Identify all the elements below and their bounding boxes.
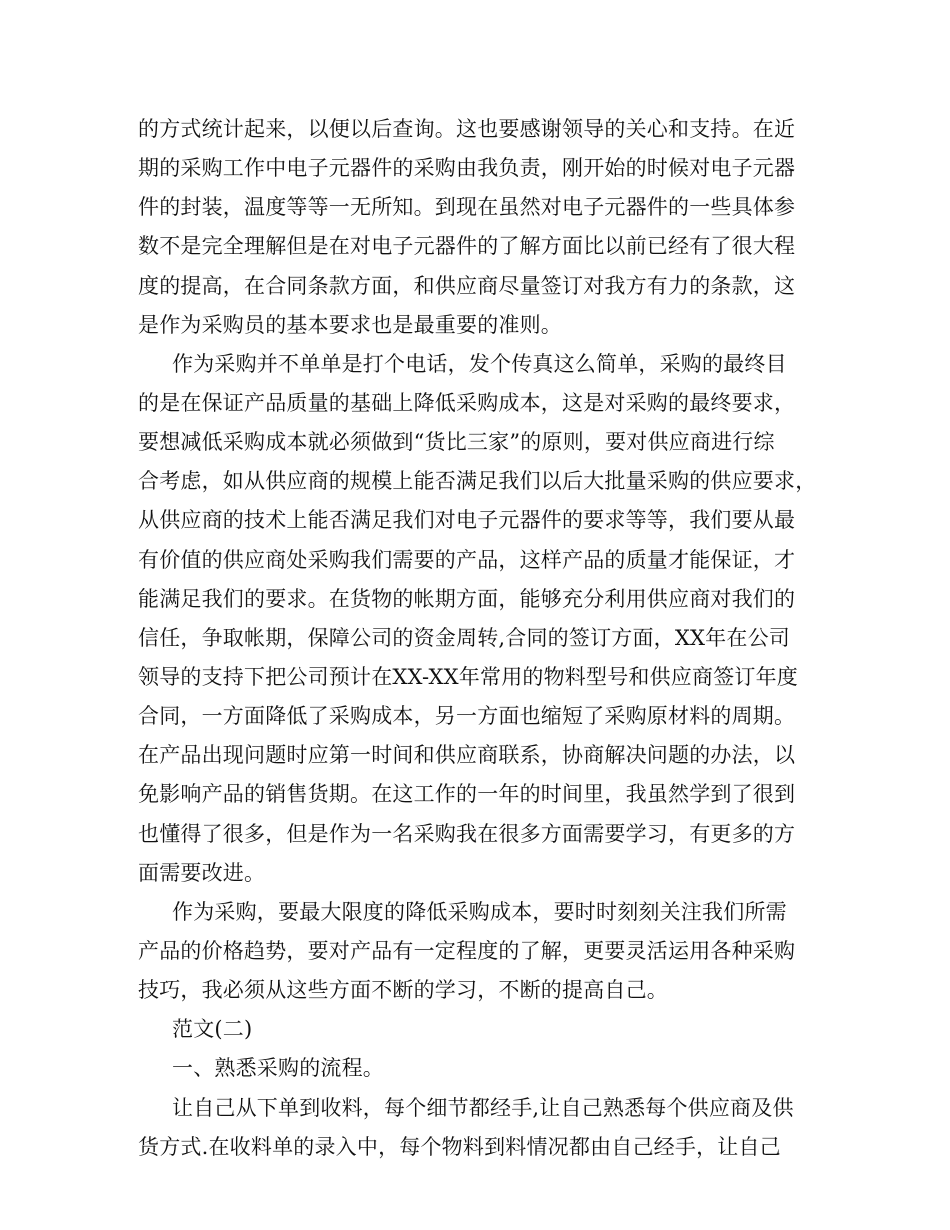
text-line: 从供应商的技术上能否满足我们对电子元器件的要求等等，我们要从最 [138, 508, 796, 533]
text-line: 面需要改进。 [138, 860, 266, 885]
text-line: 有价值的供应商处采购我们需要的产品，这样产品的质量才能保证，才 [138, 547, 796, 572]
text-line: 一、熟悉采购的流程。 [172, 1056, 384, 1081]
text-line: 也懂得了很多，但是作为一名采购我在很多方面需要学习，有更多的方 [138, 821, 796, 846]
text-line: 在产品出现问题时应第一时间和供应商联系，协商解决问题的办法，以 [138, 743, 796, 768]
text-line: 领导的支持下把公司预计在XX-XX年常用的物料型号和供应商签订年度 [138, 664, 798, 689]
text-line: 要想减低采购成本就必须做到“货比三家”的原则，要对供应商进行综 [138, 430, 775, 455]
text-line: 作为采购，要最大限度的降低采购成本，要时时刻刻关注我们所需 [172, 899, 787, 924]
text-line: 数不是完全理解但是在对电子元器件的了解方面比以前已经有了很大程 [138, 234, 796, 259]
text-line: 度的提高，在合同条款方面，和供应商尽量签订对我方有力的条款，这 [138, 273, 796, 298]
text-line: 让自己从下单到收料，每个细节都经手,让自己熟悉每个供应商及供 [172, 1095, 794, 1120]
text-line: 产品的价格趋势，要对产品有一定程度的了解，更要灵活运用各种采购 [138, 938, 796, 963]
text-line: 技巧，我必须从这些方面不断的学习，不断的提高自己。 [138, 978, 668, 1003]
text-line: 的方式统计起来，以便以后查询。这也要感谢领导的关心和支持。在近 [138, 117, 796, 141]
text-line: 免影响产品的销售货期。在这工作的一年的时间里，我虽然学到了很到 [138, 782, 796, 807]
document-body [138, 110, 822, 1167]
text-line: 作为采购并不单单是打个电话，发个传真这么简单，采购的最终目 [172, 351, 787, 376]
text-line: 是作为采购员的基本要求也是最重要的准则。 [138, 312, 562, 337]
text-line: 的是在保证产品质量的基础上降低采购成本，这是对采购的最终要求， [138, 390, 796, 415]
text-line: 能满足我们的要求。在货物的帐期方面，能够充分利用供应商对我们的 [138, 586, 796, 611]
text-line: 期的采购工作中电子元器件的采购由我负责，刚开始的时候对电子元器 [138, 156, 796, 181]
text-line: 件的封装，温度等等一无所知。到现在虽然对电子元器件的一些具体参 [138, 195, 796, 220]
text-line: 合考虑，如从供应商的规模上能否满足我们以后大批量采购的供应要求， [138, 469, 817, 494]
text-line: 信任，争取帐期，保障公司的资金周转,合同的签订方面，XX年在公司 [138, 625, 790, 650]
text-line: 货方式.在收料单的录入中，每个物料到料情况都由自己经手，让自己 [138, 1134, 781, 1159]
text-line: 合同，一方面降低了采购成本，另一方面也缩短了采购原材料的周期。 [138, 704, 796, 729]
text-line: 范文(二) [172, 1017, 253, 1042]
